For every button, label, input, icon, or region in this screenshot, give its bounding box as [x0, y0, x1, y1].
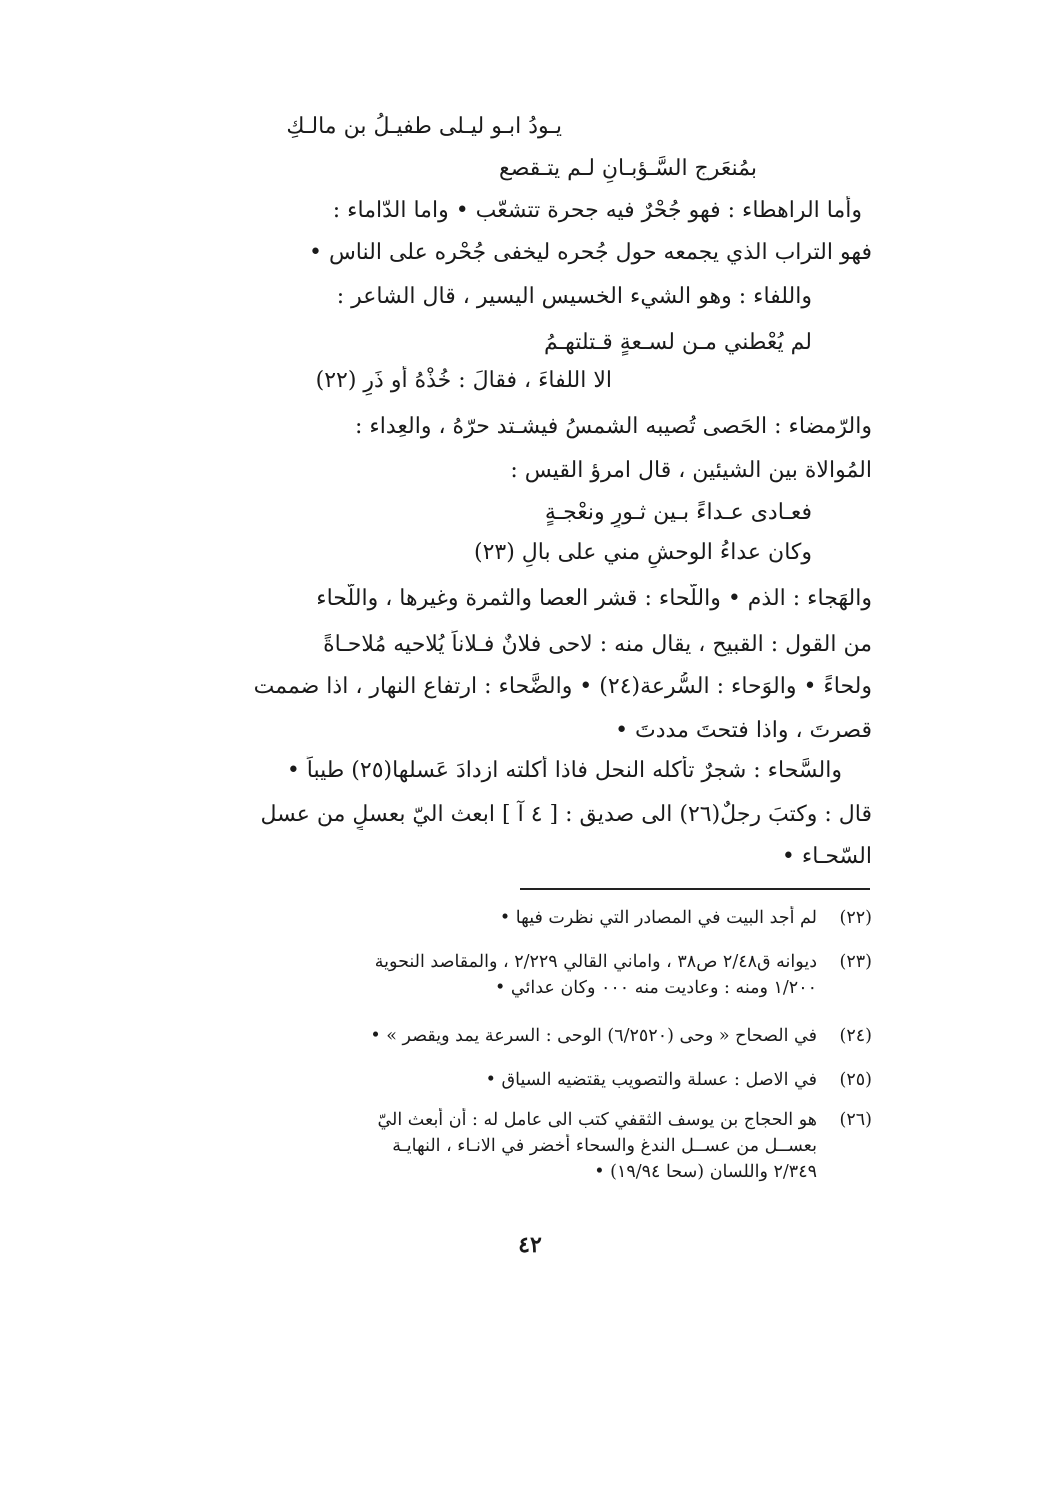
paragraph-line: المُوالاة بين الشيئين ، قال امرؤ القيس :	[510, 458, 872, 483]
paragraph-line: ولحاءً • والوَحاء : السُّرعة(٢٤) • والضَّحاء : ارتفاع النهار ، اذا ضممت	[253, 674, 872, 699]
paragraph-line: وأما الراهطاء : فهو جُحْرٌ فيه جحرة تتشعّب • واما الدّاماء :	[332, 198, 862, 223]
verse-line-6: وكان عداءُ الوحشِ مني على بالِ (٢٣)	[473, 540, 812, 565]
paragraph-line: قال : وكتبَ رجلٌ(٢٦) الى صديق : [ ٤ آ ] ابعث اليّ بعسلٍ من عسل	[260, 802, 872, 827]
footnote-number: (٢٢)	[839, 908, 872, 928]
footnote-text: في الصحاح « وحى (٦/٢٥٢٠) الوحى : السرعة يمد ويقصر » •	[370, 1026, 817, 1046]
verse-line-3: لم يُعْطني مـن لسـعةٍ قـتلتهـمُ	[544, 330, 812, 355]
footnote-number: (٢٣)	[839, 952, 872, 972]
paragraph-line: واللفاء : وهو الشيء الخسيس اليسير ، قال الشاعر :	[336, 284, 812, 309]
paragraph-line: من القول : القبيح ، يقال منه : لاحى فلانٌ فـلاناً يُلاحيه مُلاحـاةً	[323, 632, 872, 657]
paragraph-line: والرّمضاء : الحَصى تُصيبه الشمسُ فيشـتد حرّهُ ، والعِداء :	[355, 414, 872, 439]
paragraph-line: السّحـاء •	[781, 844, 872, 869]
paragraph-line: فهو التراب الذي يجمعه حول جُحره ليخفى جُحْره على الناس •	[308, 240, 872, 265]
footnote-number: (٢٥)	[839, 1070, 872, 1090]
verse-line-1: يـودُ ابـو ليـلى طفيـلُ بن مالـكِ	[286, 114, 562, 139]
footnote-text: هو الحجاج بن يوسف الثقفي كتب الى عامل له : أن أبعث اليّ	[377, 1110, 817, 1130]
verse-line-4: الا اللفاءَ ، فقالَ : خُذْهُ أو ذَرِ (٢٢)	[315, 368, 612, 393]
verse-line-2: بمُنعَرج السَّـؤبـانِ لـم يتـقصع	[498, 156, 757, 181]
paragraph-line: قصرتَ ، واذا فتحتَ مددتَ •	[615, 718, 872, 743]
footnote-text: ٢/٣٤٩ واللسان (سحا ١٩/٩٤) •	[594, 1162, 817, 1182]
footnote-text: ديوانه ق٢/٤٨ ص٣٨ ، واماني القالي ٢/٢٢٩ ، والمقاصد النحوية	[374, 952, 817, 972]
paragraph-line: والهَجاء : الذم • واللّحاء : قشر العصا والثمرة وغيرها ، واللّحاء	[316, 586, 872, 611]
footnote-text: ١/٢٠٠ ومنه : وعاديت منه ٠٠٠ وكان عدائي •	[495, 978, 817, 998]
footnote-number: (٢٦)	[839, 1110, 872, 1130]
footnote-number: (٢٤)	[839, 1026, 872, 1046]
verse-line-5: فعـادى عـداءً بـين ثـورٍ ونعْجـةٍ	[544, 500, 812, 525]
footnote-text: في الاصل : عسلة والتصويب يقتضيه السياق •	[485, 1070, 817, 1090]
footnote-text: لم أجد البيت في المصادر التي نظرت فيها •	[499, 908, 817, 928]
paragraph-line: والسَّحاء : شجرٌ تأكله النحل فاذا أكلته ازدادَ عَسلها(٢٥) طيباً •	[286, 758, 842, 783]
footnote-separator	[520, 888, 870, 890]
footnote-text: بعســل من عســل الندغ والسحاء أخضر في الانـاء ، النهايـة	[392, 1136, 817, 1156]
page-number: ٤٢	[518, 1232, 542, 1258]
